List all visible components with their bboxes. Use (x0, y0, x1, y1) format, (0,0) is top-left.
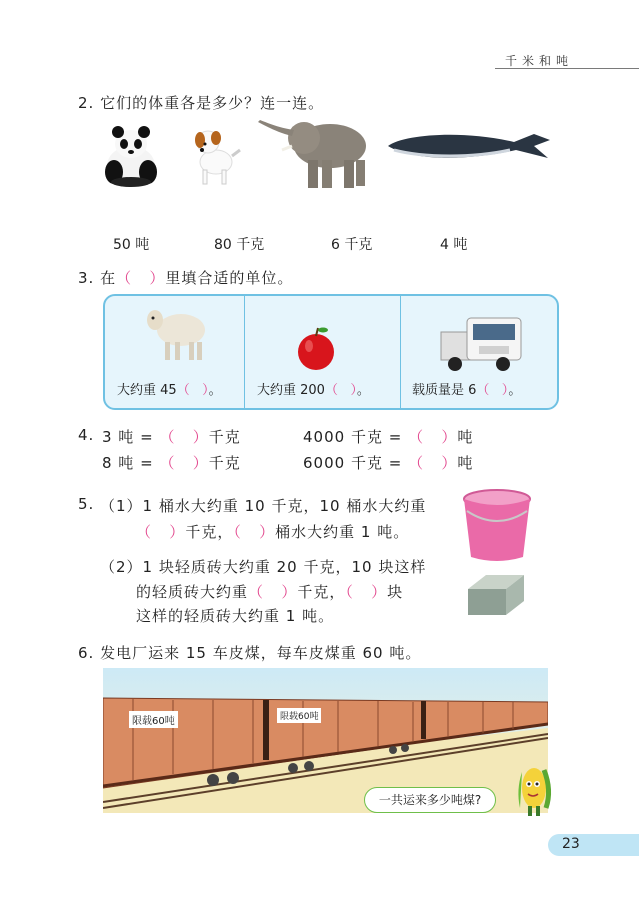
question-6-text: 6. 发电厂运来 15 车皮煤，每车皮煤重 60 吨。 (78, 644, 422, 662)
bucket-image (461, 487, 533, 565)
q5-text: 千克， (185, 523, 234, 541)
q4-row2-left (102, 452, 241, 473)
q4-expr: 8 吨 = (102, 454, 154, 472)
answer-blank[interactable]: （ ） (324, 383, 357, 398)
q4-unit: 千克 (208, 428, 241, 446)
unit-fill-box (103, 294, 559, 410)
answer-blank[interactable]: （ ） (116, 269, 166, 287)
q4-row1-right (303, 426, 473, 447)
question-speech-bubble: 一共运来多少吨煤? (364, 787, 496, 813)
answer-blank[interactable]: （ ） (233, 523, 276, 541)
elephant-image (256, 116, 372, 190)
wagon-load-label: 限载60吨 (277, 708, 321, 723)
cell-divider (400, 296, 401, 408)
sheep-image (143, 302, 209, 362)
q4-unit: 千克 (208, 454, 241, 472)
cell-2-text: 大约重 200 (257, 383, 325, 398)
cell-3-text: 载质量是 6 (412, 383, 477, 398)
cell-2-end: 。 (356, 383, 370, 398)
cell-1-end: 。 (208, 383, 222, 398)
q4-unit: 吨 (457, 454, 474, 472)
q4-row1-left (102, 426, 241, 447)
answer-blank[interactable]: （ ） (248, 583, 298, 601)
q4-row2-right (303, 452, 473, 473)
q5-text: 桶水大约重 1 吨。 (275, 523, 410, 541)
question-3-text (78, 267, 293, 288)
cell-3-label (412, 379, 521, 398)
page-number: 23 (562, 836, 580, 852)
answer-blank[interactable]: （ ） (176, 383, 209, 398)
q5-part2-line2 (136, 581, 403, 602)
cell-2-label (257, 379, 370, 398)
answer-blank[interactable]: （ ） (408, 454, 458, 472)
q5-part2-line3: 这样的轻质砖大约重 1 吨。 (136, 607, 335, 625)
weight-option-3: 6 千克 (331, 237, 373, 253)
truck-image (439, 314, 525, 374)
weight-option-1: 50 吨 (113, 237, 150, 253)
answer-blank[interactable]: （ ） (159, 428, 209, 446)
q4-expr: 3 吨 = (102, 428, 154, 446)
apple-image (294, 324, 338, 372)
answer-blank[interactable]: （ ） (159, 454, 209, 472)
cell-3-end: 。 (508, 383, 522, 398)
dog-image (188, 126, 242, 186)
answer-blank[interactable]: （ ） (408, 428, 458, 446)
q5-part2-line1: （2）1 块轻质砖大约重 20 千克，10 块这样 (100, 558, 427, 576)
q4-unit: 吨 (457, 428, 474, 446)
q4-expr: 4000 千克 = (303, 428, 403, 446)
q5-text: 块 (387, 583, 404, 601)
brick-image (466, 571, 526, 619)
whale-image (384, 128, 552, 164)
header-rule (495, 68, 639, 69)
answer-blank[interactable]: （ ） (136, 523, 186, 541)
wagon-load-label: 限载60吨 (129, 711, 178, 728)
answer-blank[interactable]: （ ） (476, 383, 509, 398)
question-4-number: 4. (78, 426, 95, 444)
question-2-text: 2. 它们的体重各是多少？连一连。 (78, 94, 325, 112)
question-5-number: 5. (78, 495, 95, 513)
q5-text: 的轻质砖大约重 (136, 583, 249, 601)
q3-prefix: 3. 在 (78, 269, 117, 287)
q3-suffix: 里填合适的单位。 (165, 269, 294, 287)
weight-option-2: 80 千克 (214, 237, 265, 253)
q5-part1-line2 (136, 521, 409, 542)
chapter-title: 千米和吨 (504, 54, 573, 68)
q5-text: 千克， (297, 583, 346, 601)
q5-part1-line1: （1）1 桶水大约重 10 千克，10 桶水大约重 (100, 497, 427, 515)
weight-option-4: 4 吨 (440, 237, 468, 253)
q4-expr: 6000 千克 = (303, 454, 403, 472)
cell-1-label (117, 379, 222, 398)
cell-divider (244, 296, 245, 408)
panda-image (100, 122, 162, 188)
corn-character-image (506, 762, 556, 818)
answer-blank[interactable]: （ ） (345, 583, 388, 601)
cell-1-text: 大约重 45 (117, 383, 177, 398)
